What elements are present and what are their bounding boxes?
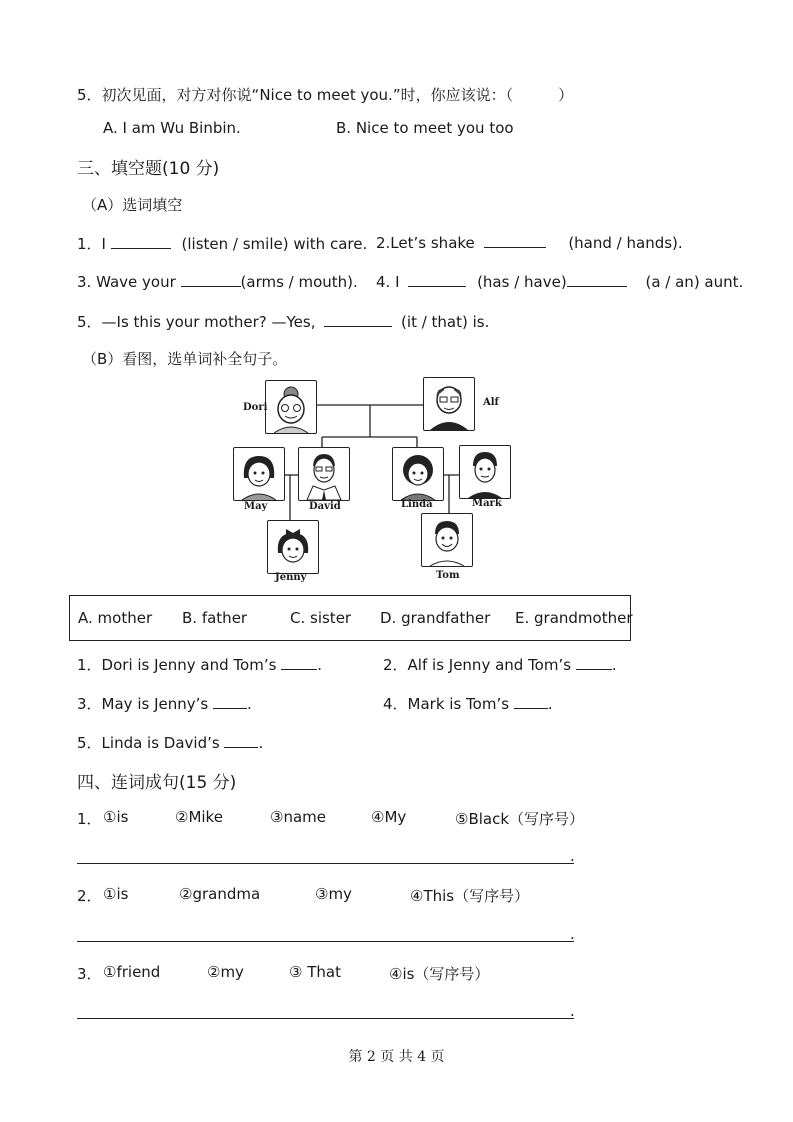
alf-portrait	[423, 377, 475, 431]
partb-q3: 3．May is Jenny’s .	[77, 695, 252, 713]
blank[interactable]	[181, 272, 241, 287]
reorder-q1: 1． ①is ②Mike ③name ④My ⑤Black（写序号）	[77, 808, 585, 828]
blank[interactable]	[224, 733, 258, 748]
option-a: A. I am Wu Binbin.	[103, 119, 241, 137]
word-options-box	[69, 595, 631, 641]
blank[interactable]	[576, 655, 612, 670]
partb-q2: 2．Alf is Jenny and Tom’s .	[383, 656, 617, 674]
blank[interactable]	[111, 234, 171, 249]
section-4-title: 四、连词成句(15 分)	[77, 773, 237, 793]
answer-period: .	[570, 847, 575, 865]
answer-line-3[interactable]	[77, 1017, 574, 1019]
partb-q5: 5．Linda is David’s .	[77, 734, 264, 752]
fill-q2: 2.Let’s shake (hand / hands).	[376, 234, 683, 252]
david-portrait	[298, 447, 350, 501]
partb-q1: 1．Dori is Jenny and Tom’s .	[77, 656, 322, 674]
fill-q4: 4. I (has / have) (a / an) aunt.	[376, 273, 744, 291]
answer-period: .	[570, 1002, 575, 1020]
answer-line-2[interactable]	[77, 940, 574, 942]
tom-portrait	[421, 513, 473, 567]
word-option-c: C. sister	[290, 609, 352, 627]
blank[interactable]	[484, 233, 546, 248]
may-portrait	[233, 447, 285, 501]
blank[interactable]	[514, 694, 548, 709]
blank[interactable]	[281, 655, 317, 670]
fill-q5: 5．—Is this your mother? —Yes, (it / that) is.	[77, 313, 490, 331]
fill-q3: 3. Wave your (arms / mouth).	[77, 273, 358, 291]
page-footer: 第 2 页 共 4 页	[348, 1049, 445, 1065]
word-option-b: B. father	[182, 609, 248, 627]
tom-label: Tom	[436, 570, 460, 581]
question-5: 5．初次见面，对方对你说“Nice to meet you.”时，你应该说：（ ）	[77, 86, 574, 104]
blank[interactable]	[324, 312, 392, 327]
may-label: May	[244, 501, 268, 512]
answer-period: .	[570, 925, 575, 943]
part-b-title: （B）看图，选单词补全句子。	[82, 350, 288, 368]
david-label: David	[309, 501, 341, 512]
jenny-label: Jenny	[275, 572, 307, 583]
word-option-a: A. mother	[78, 609, 153, 627]
mother-face-icon	[234, 448, 284, 500]
section-3-title: 三、填空题(10 分)	[77, 159, 220, 179]
linda-portrait	[392, 447, 444, 501]
blank[interactable]	[213, 694, 247, 709]
part-a-title: （A）选词填空	[82, 196, 183, 214]
grandmother-face-icon	[266, 381, 316, 433]
mark-portrait	[459, 445, 511, 499]
grandfather-face-icon	[424, 378, 474, 430]
partb-q4: 4．Mark is Tom’s .	[383, 695, 553, 713]
mark-label: Mark	[472, 498, 502, 509]
reorder-q3: 3． ①friend ②my ③ That ④is（写序号）	[77, 963, 490, 983]
option-b: B. Nice to meet you too	[336, 119, 514, 137]
family-tree	[225, 375, 525, 590]
father-face-icon	[299, 448, 349, 500]
girl-face-icon	[268, 521, 318, 573]
aunt-face-icon	[393, 448, 443, 500]
fill-q1: 1．I (listen / smile) with care.	[77, 235, 368, 253]
answer-line-1[interactable]	[77, 862, 574, 864]
uncle-face-icon	[460, 446, 510, 498]
word-option-e: E. grandmother	[515, 609, 633, 627]
reorder-q2: 2． ①is ②grandma ③my ④This（写序号）	[77, 885, 530, 905]
dori-portrait	[265, 380, 317, 434]
blank[interactable]	[567, 272, 627, 287]
blank[interactable]	[408, 272, 466, 287]
alf-label: Alf	[483, 397, 499, 408]
linda-label: Linda	[401, 499, 433, 510]
boy-face-icon	[422, 514, 472, 566]
dori-label: Dori	[243, 402, 268, 413]
jenny-portrait	[267, 520, 319, 574]
word-option-d: D. grandfather	[380, 609, 491, 627]
